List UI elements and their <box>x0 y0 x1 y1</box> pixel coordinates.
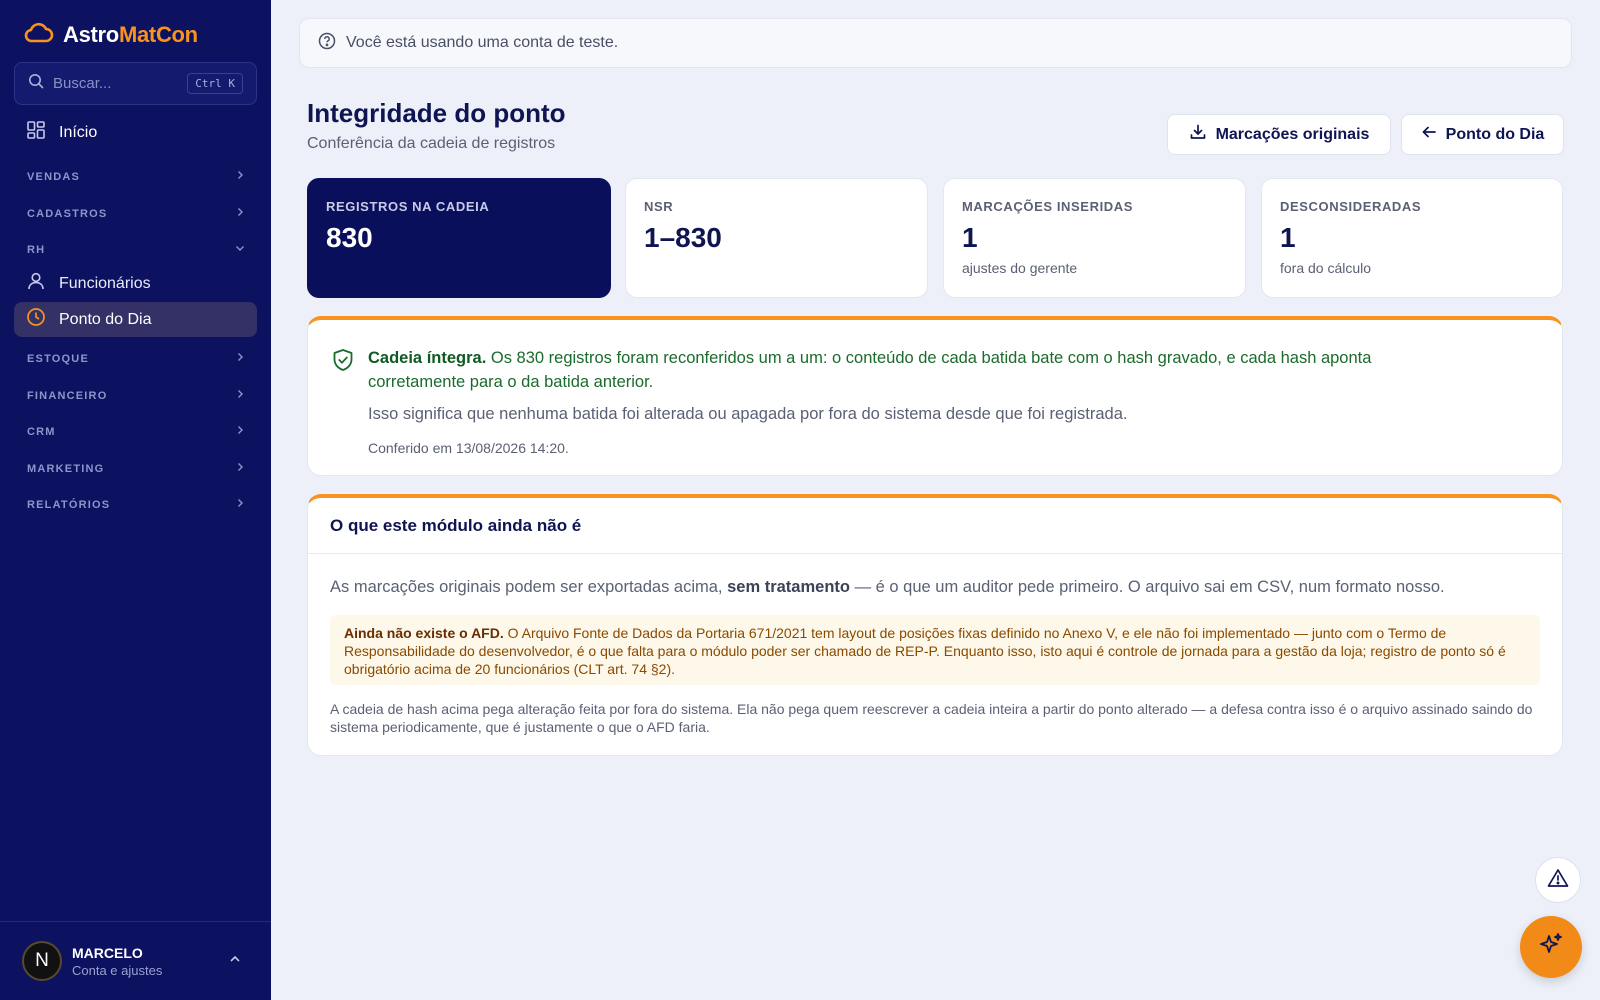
user-menu[interactable] <box>0 921 271 1000</box>
banner-text: Você está usando uma conta de teste. <box>346 34 619 51</box>
chevron-right-icon <box>235 425 245 438</box>
section-label: VENDAS <box>27 170 81 183</box>
sidebar-item-ponto-do-dia[interactable] <box>14 302 257 337</box>
export-note: As marcações originais podem ser exportadas acima, sem tratamento — é o que um auditor pede primeiro. O arquivo sai em CSV, num formato nosso. <box>330 578 1445 596</box>
stat-label: REGISTROS NA CADEIA <box>326 199 490 214</box>
search-input[interactable] <box>14 62 257 105</box>
chevron-right-icon <box>235 498 245 511</box>
sidebar-item-funcionarios[interactable] <box>14 266 257 301</box>
section-label: RH <box>27 243 46 256</box>
sidebar-section-marketing[interactable] <box>27 462 245 475</box>
arrow-left-icon <box>1421 124 1437 145</box>
help-circle-icon <box>318 32 336 55</box>
integrity-panel <box>307 316 1563 476</box>
back-ponto-do-dia-button[interactable] <box>1401 114 1564 155</box>
stat-value: 1 <box>1280 222 1296 253</box>
integrity-meaning: Isso significa que nenhuma batida foi alterada ou apagada por fora do sistema desde que foi registrada. <box>368 405 1128 423</box>
shield-check-icon <box>332 348 354 377</box>
avatar: N <box>22 941 62 981</box>
integrity-detail: Os 830 registros foram reconferidos um a um: o conteúdo de cada batida bate com o hash gravado, e cada hash aponta corretamente para o da batida anterior. <box>368 349 1372 391</box>
clock-icon <box>26 307 46 332</box>
user-icon <box>26 271 46 296</box>
download-icon <box>1189 123 1207 146</box>
integrity-headline: Cadeia íntegra. <box>368 349 487 367</box>
section-label: MARKETING <box>27 462 105 475</box>
stat-value: 1–830 <box>644 222 722 253</box>
sidebar-section-rh[interactable] <box>27 243 245 256</box>
stat-note: fora do cálculo <box>1280 260 1372 276</box>
sidebar-section-relatorios[interactable] <box>27 498 245 511</box>
warning-text: O Arquivo Fonte de Dados da Portaria 671/2021 tem layout de posições fixas definido no Anexo V, e ele não foi implementado — junto com o Termo de Responsabilidade do desenvolvedor, é o que falta para o módulo poder ser chamado de REP-P. Enquanto isso, isto aqui é controle de jornada para a gestão da loja; registro de ponto só é obrigatório acima de 20 funcionários (CLT art. 74 §2). <box>344 625 1506 677</box>
sidebar-item-label: Início <box>59 123 98 141</box>
export-original-button[interactable] <box>1167 114 1391 155</box>
search-shortcut: Ctrl K <box>187 73 243 94</box>
chevron-down-icon <box>235 243 245 256</box>
chevron-right-icon <box>235 170 245 183</box>
grid-icon <box>26 120 46 145</box>
sidebar-section-financeiro[interactable] <box>27 389 245 402</box>
stat-value: 830 <box>326 222 373 253</box>
chevron-right-icon <box>235 389 245 402</box>
warning-headline: Ainda não existe o AFD. <box>344 625 504 641</box>
stat-value: 1 <box>962 222 978 253</box>
stat-card-nsr <box>625 178 928 298</box>
sidebar-item-label: Ponto do Dia <box>59 310 152 328</box>
stat-card-desconsideradas <box>1261 178 1563 298</box>
ai-assistant-button[interactable] <box>1520 916 1582 978</box>
checked-at: Conferido em 13/08/2026 14:20. <box>368 440 569 456</box>
chevron-right-icon <box>235 352 245 365</box>
sidebar-section-crm[interactable] <box>27 425 245 438</box>
chevron-right-icon <box>235 207 245 220</box>
stat-card-marcacoes-inseridas <box>943 178 1246 298</box>
chevron-right-icon <box>235 462 245 475</box>
section-label: RELATÓRIOS <box>27 498 111 511</box>
section-label: FINANCEIRO <box>27 389 108 402</box>
page-title: Integridade do ponto <box>307 98 566 128</box>
sidebar-section-vendas[interactable] <box>27 170 245 183</box>
stat-label: MARCAÇÕES INSERIDAS <box>962 199 1134 214</box>
sidebar <box>0 0 271 1000</box>
panel-header <box>308 498 1562 554</box>
afd-warning <box>330 615 1540 685</box>
panel-title: O que este módulo ainda não é <box>330 516 582 535</box>
app-name: AstroMatCon <box>63 21 198 47</box>
stat-note: ajustes do gerente <box>962 260 1078 276</box>
search-icon <box>28 73 44 94</box>
user-info <box>72 945 229 978</box>
stat-card-registros <box>307 178 611 298</box>
sparkles-icon <box>1537 931 1565 964</box>
stat-label: DESCONSIDERADAS <box>1280 199 1422 214</box>
sidebar-section-cadastros[interactable] <box>27 207 245 220</box>
report-issue-button[interactable] <box>1535 857 1581 903</box>
user-subtitle: Conta e ajustes <box>72 962 163 978</box>
sidebar-section-estoque[interactable] <box>27 352 245 365</box>
alert-triangle-icon <box>1547 868 1569 893</box>
stat-label: NSR <box>644 199 674 214</box>
page-subtitle: Conferência da cadeia de registros <box>307 135 556 152</box>
hash-chain-note: A cadeia de hash acima pega alteração feita por fora do sistema. Ela não pega quem reescrever a cadeia inteira a partir do ponto alterado — a defesa contra isso é o arquivo assinado saindo do sistema periodicamente, que é justamente o que o AFD faria. <box>330 701 1533 735</box>
section-label: ESTOQUE <box>27 352 89 365</box>
chevron-up-icon <box>229 952 241 970</box>
search-placeholder: Buscar... <box>53 75 112 92</box>
section-label: CADASTROS <box>27 207 108 220</box>
sidebar-item-label: Funcionários <box>59 274 151 292</box>
integrity-message <box>368 346 1458 394</box>
button-label: Marcações originais <box>1215 125 1370 143</box>
module-limits-panel <box>307 494 1563 756</box>
section-label: CRM <box>27 425 56 438</box>
user-name: MARCELO <box>72 944 143 961</box>
app-logo[interactable] <box>24 20 198 49</box>
cloud-icon <box>24 20 54 49</box>
test-account-banner <box>299 18 1572 68</box>
sidebar-item-inicio[interactable] <box>26 120 97 145</box>
button-label: Ponto do Dia <box>1445 125 1545 143</box>
